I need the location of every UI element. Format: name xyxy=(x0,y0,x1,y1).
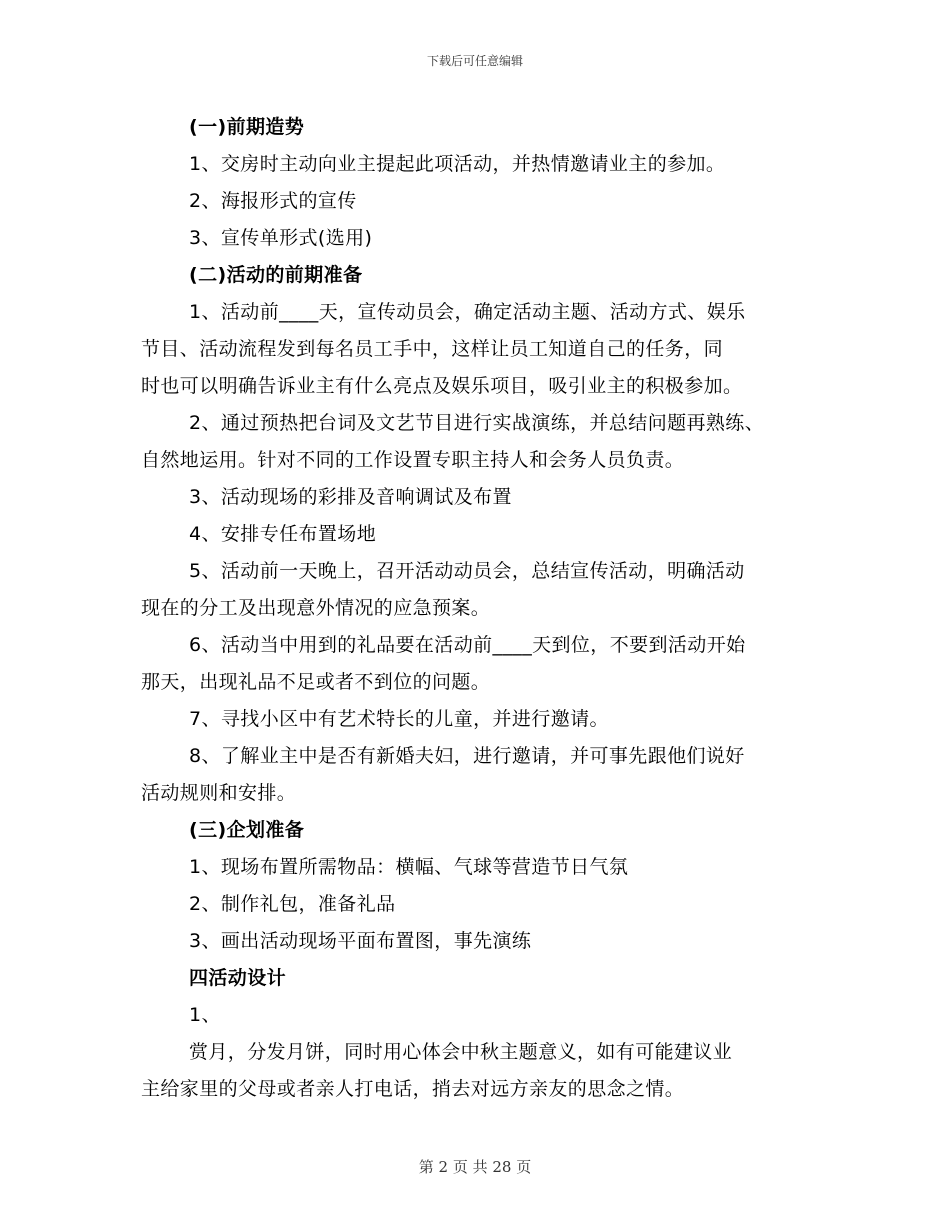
paragraph-line: 3、活动现场的彩排及音响调试及布置 xyxy=(189,486,512,508)
paragraph-line: 5、活动前一天晚上，召开活动动员会，总结宣传活动，明确活动 xyxy=(189,560,745,582)
paragraph-line: 7、寻找小区中有艺术特长的儿童，并进行邀请。 xyxy=(189,708,609,730)
paragraph-line: 3、宣传单形式(选用) xyxy=(189,227,373,249)
page-footer: 第 2 页 共 28 页 xyxy=(418,1158,532,1176)
section-heading-3: (三)企划准备 xyxy=(189,819,305,841)
paragraph-line: 节目、活动流程发到每名员工手中，这样让员工知道自己的任务，同 xyxy=(141,338,724,360)
paragraph-line: 现在的分工及出现意外情况的应急预案。 xyxy=(141,597,491,619)
paragraph-line: 1、活动前____天，宣传动员会，确定活动主题、活动方式、娱乐 xyxy=(189,301,746,323)
paragraph-line: 自然地运用。针对不同的工作设置专职主持人和会务人员负责。 xyxy=(141,449,685,471)
paragraph-line: 赏月，分发月饼，同时用心体会中秋主题意义，如有可能建议业 xyxy=(189,1041,733,1063)
paragraph-line: 活动规则和安排。 xyxy=(141,782,297,804)
section-heading-2: (二)活动的前期准备 xyxy=(189,264,363,286)
paragraph-line: 3、画出活动现场平面布置图，事先演练 xyxy=(189,930,532,952)
paragraph-line: 2、通过预热把台词及文艺节目进行实战演练，并总结问题再熟练、 xyxy=(189,412,765,434)
paragraph-line: 2、海报形式的宣传 xyxy=(189,190,357,212)
document-body xyxy=(141,109,831,1108)
paragraph-line: 1、现场布置所需物品：横幅、气球等营造节日气氛 xyxy=(189,856,629,878)
paragraph-line: 4、安排专任布置场地 xyxy=(189,523,377,545)
section-heading-4: 四活动设计 xyxy=(189,967,287,989)
paragraph-line: 6、活动当中用到的礼品要在活动前____天到位，不要到活动开始 xyxy=(189,634,746,656)
paragraph-line: 1、 xyxy=(189,1004,221,1026)
paragraph-line: 主给家里的父母或者亲人打电话，捎去对远方亲友的思念之情。 xyxy=(141,1078,685,1100)
paragraph-line: 时也可以明确告诉业主有什么亮点及娱乐项目，吸引业主的积极参加。 xyxy=(141,375,743,397)
page-header: 下载后可任意编辑 xyxy=(426,54,523,68)
paragraph-line: 1、交房时主动向业主提起此项活动，并热情邀请业主的参加。 xyxy=(189,153,726,175)
paragraph-line: 那天，出现礼品不足或者不到位的问题。 xyxy=(141,671,491,693)
section-heading-1: (一)前期造势 xyxy=(189,116,305,138)
paragraph-line: 8、了解业主中是否有新婚夫妇，进行邀请，并可事先跟他们说好 xyxy=(189,745,745,767)
paragraph-line: 2、制作礼包，准备礼品 xyxy=(189,893,396,915)
